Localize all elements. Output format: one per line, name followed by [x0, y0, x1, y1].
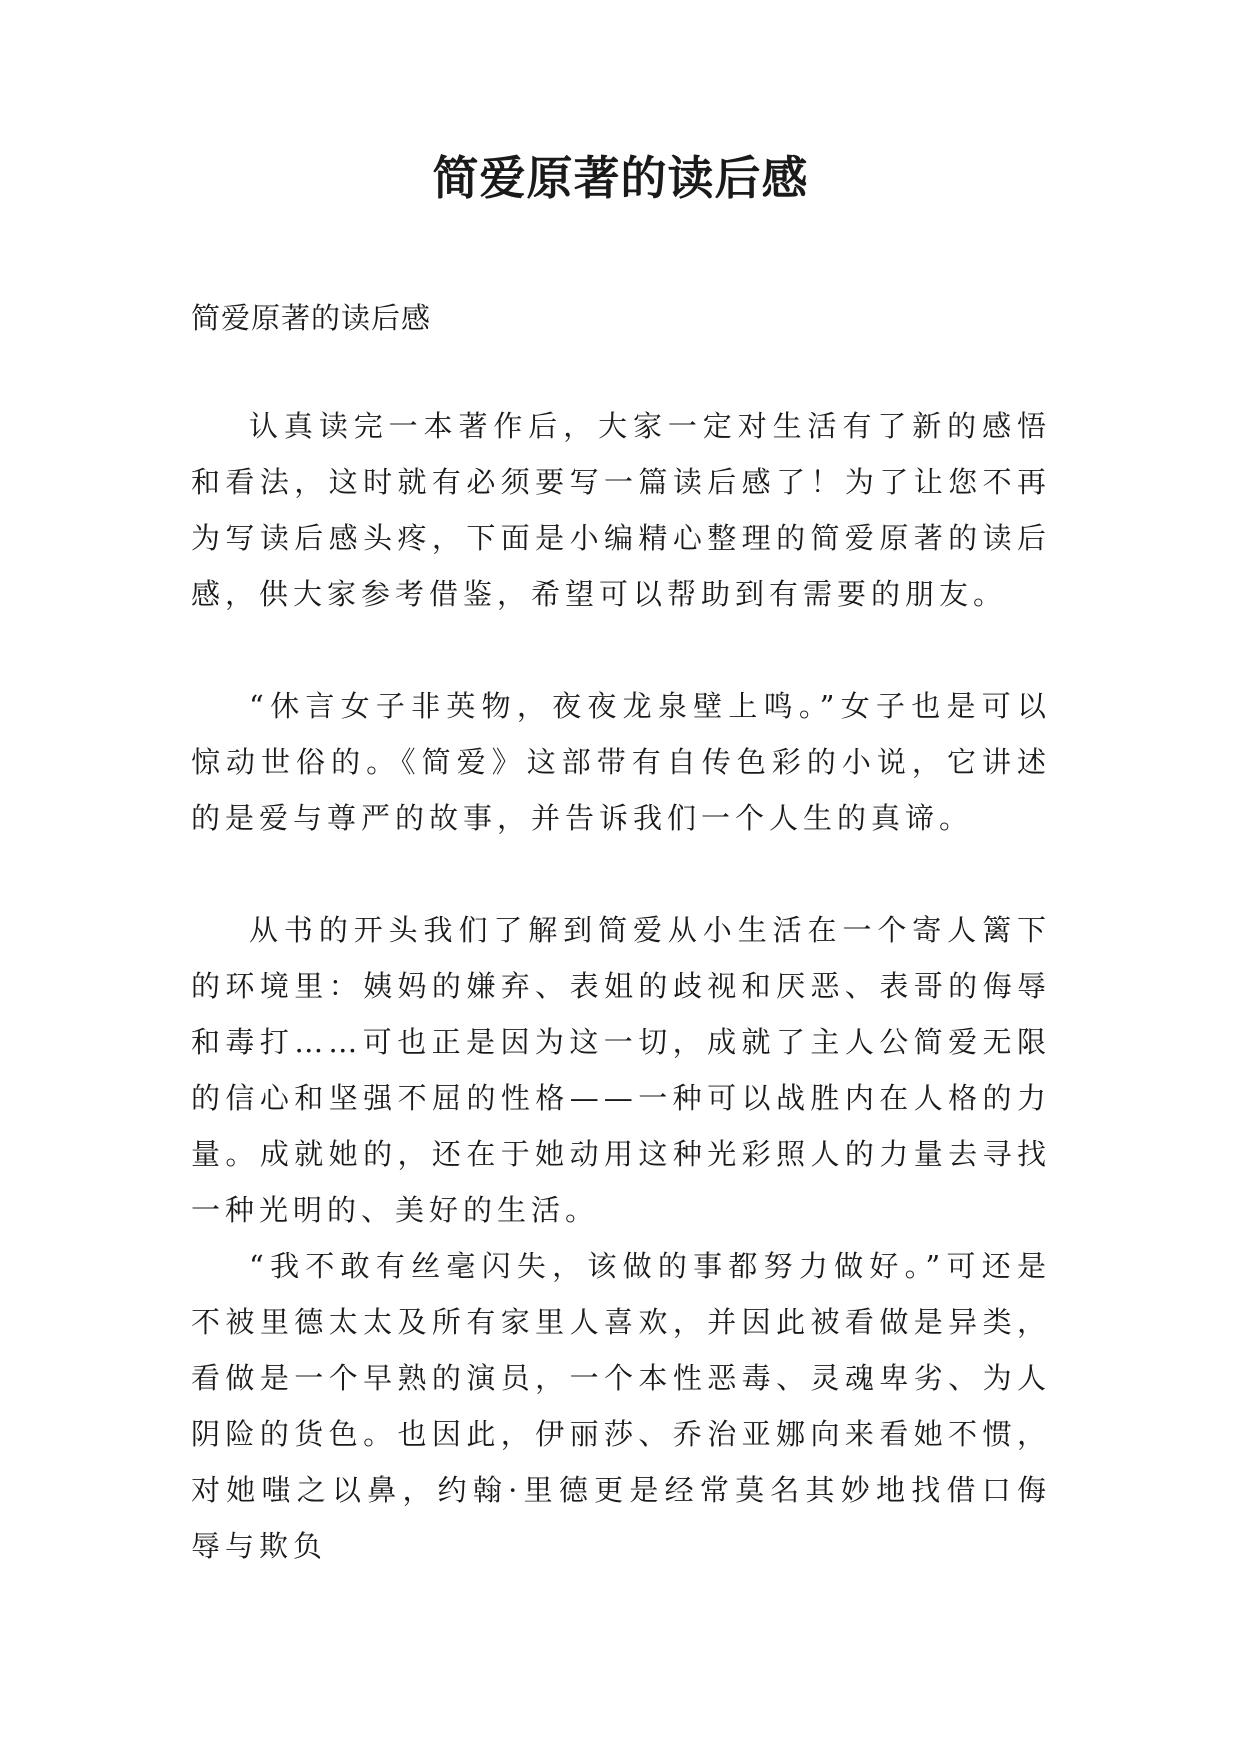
document-title: 简爱原著的读后感	[432, 151, 809, 205]
paragraph-reed-family: “我不敢有丝毫闪失，该做的事都努力做好。”可还是不被里德太太及所有家里人喜欢，并因此被看做是异类，看做是一个早熟的演员，一个本性恶毒、灵魂卑劣、为人阴险的货色。也因此，伊丽莎、乔治亚娜向来看她不惯，对她嗤之以鼻，约翰·里德更是经常莫名其妙地找借口侮辱与欺负	[191, 1249, 1051, 1563]
paragraph-childhood: 从书的开头我们了解到简爱从小生活在一个寄人篱下的环境里：姨妈的嫌弃、表姐的歧视和厌恶、表哥的侮辱和毒打……可也正是因为这一切，成就了主人公简爱无限的信心和坚强不屈的性格——一种可以战胜内在人格的力量。成就她的，还在于她动用这种光彩照人的力量去寻找一种光明的、美好的生活。	[191, 913, 1051, 1227]
document-body	[191, 290, 1051, 1574]
document-subtitle: 简爱原著的读后感	[191, 301, 432, 335]
paragraph-quote: “休言女子非英物，夜夜龙泉壁上鸣。”女子也是可以惊动世俗的。《简爱》这部带有自传色彩的小说，它讲述的是爱与尊严的故事，并告诉我们一个人生的真谛。	[191, 689, 1051, 835]
paragraph-intro: 认真读完一本著作后，大家一定对生活有了新的感悟和看法，这时就有必须要写一篇读后感了！为了让您不再为写读后感头疼，下面是小编精心整理的简爱原著的读后感，供大家参考借鉴，希望可以帮助到有需要的朋友。	[191, 409, 1051, 611]
